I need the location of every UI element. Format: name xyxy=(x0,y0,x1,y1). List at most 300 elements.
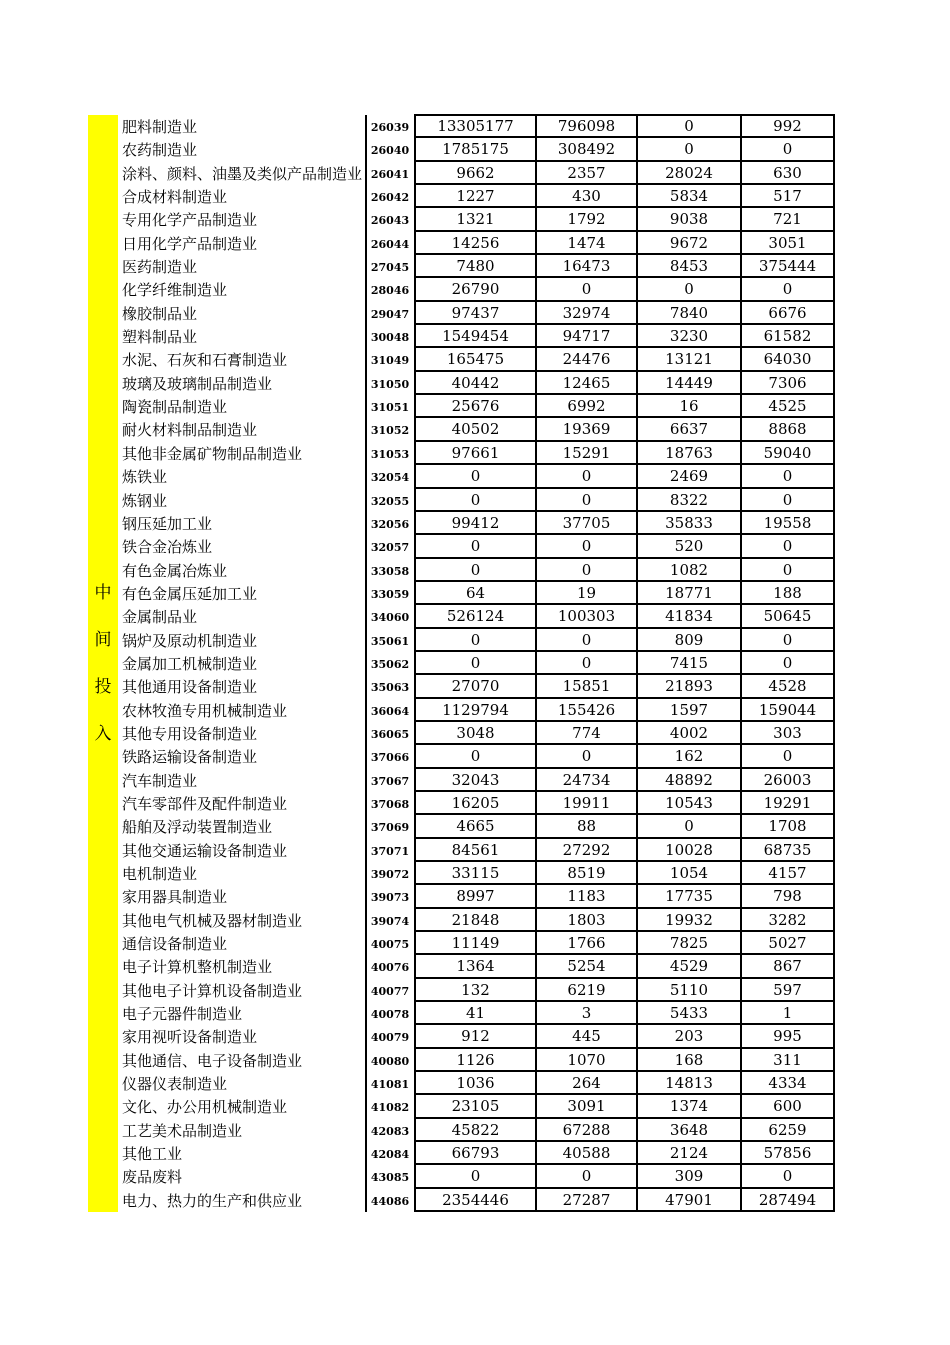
industry-name: 电机制造业 xyxy=(122,865,198,883)
value-cell: 7306 xyxy=(742,372,835,395)
value-cell: 1785175 xyxy=(414,138,537,161)
value-cell: 61582 xyxy=(742,325,835,348)
industry-code: 40079 xyxy=(370,1031,410,1045)
value-cell: 0 xyxy=(537,465,638,488)
industry-code: 33058 xyxy=(370,564,410,578)
value-cell: 630 xyxy=(742,162,835,185)
value-cell: 0 xyxy=(414,489,537,512)
industry-code: 26041 xyxy=(370,167,410,181)
value-cell: 7825 xyxy=(638,932,742,955)
value-cell: 203 xyxy=(638,1025,742,1048)
table-row xyxy=(88,559,836,582)
industry-name: 玻璃及玻璃制品制造业 xyxy=(122,374,273,393)
value-cell: 64 xyxy=(414,582,537,605)
table-row xyxy=(88,629,836,652)
value-cell: 23105 xyxy=(414,1095,537,1118)
value-cell: 21893 xyxy=(638,675,742,698)
industry-name: 其他电气机械及器材制造业 xyxy=(122,911,303,930)
value-cell: 912 xyxy=(414,1025,537,1048)
value-cell: 1803 xyxy=(537,909,638,932)
industry-name: 其他电子计算机设备制造业 xyxy=(122,981,303,1000)
table-row xyxy=(88,722,836,745)
value-cell: 445 xyxy=(537,1025,638,1048)
value-cell: 33115 xyxy=(414,862,537,885)
value-cell: 995 xyxy=(742,1025,835,1048)
table-row xyxy=(88,348,836,371)
industry-code: 30048 xyxy=(370,331,410,345)
value-cell: 0 xyxy=(638,115,742,138)
value-cell: 4157 xyxy=(742,862,835,885)
industry-name: 化学纤维制造业 xyxy=(122,281,228,300)
industry-name: 汽车制造业 xyxy=(122,771,198,790)
value-cell: 0 xyxy=(414,535,537,558)
value-cell: 0 xyxy=(742,652,835,675)
value-cell: 3091 xyxy=(537,1095,638,1118)
value-cell: 41 xyxy=(414,1002,537,1025)
value-cell: 2354446 xyxy=(414,1189,537,1212)
industry-code: 44086 xyxy=(370,1194,410,1208)
table-row xyxy=(88,955,836,978)
value-cell: 0 xyxy=(638,138,742,161)
industry-name: 其他专用设备制造业 xyxy=(122,724,258,743)
value-cell: 5433 xyxy=(638,1002,742,1025)
industry-name: 金属加工机械制造业 xyxy=(122,654,258,673)
side-label-char: 中 xyxy=(94,582,112,603)
table-row xyxy=(88,302,836,325)
value-cell: 0 xyxy=(742,535,835,558)
table-row xyxy=(88,1049,836,1072)
industry-code: 35062 xyxy=(370,657,410,671)
industry-name: 塑料制品业 xyxy=(122,328,198,347)
table-row xyxy=(88,1025,836,1048)
industry-code: 41081 xyxy=(370,1078,410,1092)
industry-code: 31050 xyxy=(370,377,410,391)
value-cell: 0 xyxy=(414,465,537,488)
value-cell: 27292 xyxy=(537,839,638,862)
industry-name: 有色金属冶炼业 xyxy=(122,561,228,580)
industry-code: 26042 xyxy=(370,191,410,205)
value-cell: 19932 xyxy=(638,909,742,932)
value-cell: 721 xyxy=(742,208,835,231)
value-cell: 0 xyxy=(537,278,638,301)
table-row xyxy=(88,115,836,138)
industry-code: 36064 xyxy=(370,704,410,718)
value-cell: 0 xyxy=(414,629,537,652)
value-cell: 14813 xyxy=(638,1072,742,1095)
value-cell: 13121 xyxy=(638,348,742,371)
value-cell: 3 xyxy=(537,1002,638,1025)
value-cell: 15291 xyxy=(537,442,638,465)
value-cell: 796098 xyxy=(537,115,638,138)
value-cell: 0 xyxy=(537,535,638,558)
table-row xyxy=(88,255,836,278)
value-cell: 0 xyxy=(414,1165,537,1188)
table-row xyxy=(88,418,836,441)
value-cell: 4525 xyxy=(742,395,835,418)
value-cell: 155426 xyxy=(537,699,638,722)
table-row xyxy=(88,489,836,512)
industry-name: 锅炉及原动机制造业 xyxy=(122,631,258,650)
value-cell: 5027 xyxy=(742,932,835,955)
value-cell: 809 xyxy=(638,629,742,652)
industry-code: 32057 xyxy=(370,541,410,555)
value-cell: 3230 xyxy=(638,325,742,348)
value-cell: 1126 xyxy=(414,1049,537,1072)
value-cell: 4002 xyxy=(638,722,742,745)
industry-name: 家用器具制造业 xyxy=(122,888,228,907)
value-cell: 9038 xyxy=(638,208,742,231)
value-cell: 159044 xyxy=(742,699,835,722)
industry-code: 40077 xyxy=(370,984,410,998)
value-cell: 66793 xyxy=(414,1142,537,1165)
table-row xyxy=(88,652,836,675)
industry-code: 26039 xyxy=(370,121,410,134)
table-row xyxy=(88,278,836,301)
value-cell: 287494 xyxy=(742,1189,835,1212)
value-cell: 19558 xyxy=(742,512,835,535)
table-rows xyxy=(88,115,836,1212)
industry-name: 废品废料 xyxy=(122,1168,183,1187)
industry-code: 31051 xyxy=(370,401,410,415)
value-cell: 1321 xyxy=(414,208,537,231)
industry-name: 涂料、颜料、油墨及类似产品制造业 xyxy=(122,164,363,183)
value-cell: 774 xyxy=(537,722,638,745)
value-cell: 99412 xyxy=(414,512,537,535)
industry-code: 31053 xyxy=(370,447,410,461)
value-cell: 1374 xyxy=(638,1095,742,1118)
value-cell: 1792 xyxy=(537,208,638,231)
table-row xyxy=(88,792,836,815)
value-cell: 16205 xyxy=(414,792,537,815)
value-cell: 303 xyxy=(742,722,835,745)
value-cell: 264 xyxy=(537,1072,638,1095)
industry-name: 合成材料制造业 xyxy=(122,188,228,207)
value-cell: 35833 xyxy=(638,512,742,535)
table-row xyxy=(88,582,836,605)
value-cell: 1549454 xyxy=(414,325,537,348)
value-cell: 600 xyxy=(742,1095,835,1118)
value-cell: 40442 xyxy=(414,372,537,395)
table-row xyxy=(88,932,836,955)
industry-code: 42084 xyxy=(370,1148,410,1162)
value-cell: 188 xyxy=(742,582,835,605)
value-cell: 12465 xyxy=(537,372,638,395)
industry-name: 其他通信、电子设备制造业 xyxy=(122,1051,303,1070)
table-row xyxy=(88,162,836,185)
value-cell: 6676 xyxy=(742,302,835,325)
industry-code: 32055 xyxy=(370,494,410,508)
value-cell: 19369 xyxy=(537,418,638,441)
industry-name: 水泥、石灰和石膏制造业 xyxy=(122,351,288,370)
table-row xyxy=(88,769,836,792)
value-cell: 430 xyxy=(537,185,638,208)
table-row xyxy=(88,699,836,722)
industry-name: 电子元器件制造业 xyxy=(122,1005,243,1024)
industry-name: 日用化学产品制造业 xyxy=(122,234,258,253)
value-cell: 8453 xyxy=(638,255,742,278)
table-row xyxy=(88,372,836,395)
industry-name: 铁路运输设备制造业 xyxy=(122,748,258,767)
value-cell: 1129794 xyxy=(414,699,537,722)
io-table-sheet xyxy=(88,115,836,1212)
value-cell: 1708 xyxy=(742,815,835,838)
value-cell: 3282 xyxy=(742,909,835,932)
value-cell: 1597 xyxy=(638,699,742,722)
value-cell: 13305177 xyxy=(414,115,537,138)
value-cell: 0 xyxy=(537,629,638,652)
value-cell: 0 xyxy=(537,1165,638,1188)
industry-code: 34060 xyxy=(370,611,410,625)
table-row xyxy=(88,909,836,932)
value-cell: 1054 xyxy=(638,862,742,885)
industry-code: 37071 xyxy=(370,844,410,858)
value-cell: 1227 xyxy=(414,185,537,208)
value-cell: 2357 xyxy=(537,162,638,185)
table-row xyxy=(88,839,836,862)
side-label-char: 间 xyxy=(94,629,112,650)
value-cell: 4665 xyxy=(414,815,537,838)
industry-code: 40078 xyxy=(370,1008,410,1022)
table-row xyxy=(88,1072,836,1095)
value-cell: 520 xyxy=(638,535,742,558)
value-cell: 6219 xyxy=(537,979,638,1002)
industry-name: 专用化学产品制造业 xyxy=(122,211,258,230)
value-cell: 88 xyxy=(537,815,638,838)
value-cell: 3048 xyxy=(414,722,537,745)
industry-code: 31049 xyxy=(370,354,410,368)
table-row xyxy=(88,885,836,908)
value-cell: 14449 xyxy=(638,372,742,395)
industry-name: 农林牧渔专用机械制造业 xyxy=(122,701,288,720)
industry-name: 其他通用设备制造业 xyxy=(122,678,258,697)
value-cell: 24734 xyxy=(537,769,638,792)
industry-code: 26043 xyxy=(370,214,410,228)
value-cell: 1766 xyxy=(537,932,638,955)
value-cell: 0 xyxy=(638,278,742,301)
value-cell: 6259 xyxy=(742,1119,835,1142)
industry-code: 27045 xyxy=(370,261,410,275)
value-cell: 10028 xyxy=(638,839,742,862)
value-cell: 132 xyxy=(414,979,537,1002)
industry-code: 33059 xyxy=(370,587,410,601)
industry-code: 32056 xyxy=(370,517,410,531)
industry-name: 通信设备制造业 xyxy=(122,935,228,954)
industry-name: 其他交通运输设备制造业 xyxy=(122,841,288,860)
value-cell: 18771 xyxy=(638,582,742,605)
industry-name: 炼钢业 xyxy=(122,491,168,510)
value-cell: 0 xyxy=(742,138,835,161)
value-cell: 3648 xyxy=(638,1119,742,1142)
value-cell: 311 xyxy=(742,1049,835,1072)
industry-name: 金属制品业 xyxy=(122,608,198,627)
value-cell: 1183 xyxy=(537,885,638,908)
value-cell: 0 xyxy=(537,489,638,512)
industry-code: 37069 xyxy=(370,821,410,835)
industry-name: 电子计算机整机制造业 xyxy=(122,958,273,977)
industry-code: 26040 xyxy=(370,144,410,158)
value-cell: 8997 xyxy=(414,885,537,908)
value-cell: 5834 xyxy=(638,185,742,208)
value-cell: 50645 xyxy=(742,605,835,628)
table-row xyxy=(88,1189,836,1212)
value-cell: 1082 xyxy=(638,559,742,582)
table-row xyxy=(88,675,836,698)
table-row xyxy=(88,185,836,208)
value-cell: 1036 xyxy=(414,1072,537,1095)
side-label-char: 入 xyxy=(94,723,112,744)
value-cell: 0 xyxy=(742,745,835,768)
value-cell: 40588 xyxy=(537,1142,638,1165)
value-cell: 41834 xyxy=(638,605,742,628)
value-cell: 0 xyxy=(414,745,537,768)
industry-name: 陶瓷制品制造业 xyxy=(122,398,228,417)
value-cell: 867 xyxy=(742,955,835,978)
value-cell: 0 xyxy=(537,559,638,582)
value-cell: 7840 xyxy=(638,302,742,325)
industry-code: 37068 xyxy=(370,797,410,811)
value-cell: 3051 xyxy=(742,232,835,255)
value-cell: 67288 xyxy=(537,1119,638,1142)
value-cell: 28024 xyxy=(638,162,742,185)
value-cell: 0 xyxy=(742,559,835,582)
value-cell: 0 xyxy=(742,629,835,652)
table-row xyxy=(88,815,836,838)
value-cell: 0 xyxy=(742,1165,835,1188)
value-cell: 165475 xyxy=(414,348,537,371)
value-cell: 10543 xyxy=(638,792,742,815)
industry-code: 39074 xyxy=(370,914,410,928)
industry-name: 电力、热力的生产和供应业 xyxy=(122,1191,303,1210)
value-cell: 8519 xyxy=(537,862,638,885)
industry-name: 文化、办公用机械制造业 xyxy=(122,1098,288,1117)
value-cell: 1 xyxy=(742,1002,835,1025)
value-cell: 4334 xyxy=(742,1072,835,1095)
value-cell: 21848 xyxy=(414,909,537,932)
table-row xyxy=(88,1002,836,1025)
value-cell: 59040 xyxy=(742,442,835,465)
value-cell: 9672 xyxy=(638,232,742,255)
value-cell: 8868 xyxy=(742,418,835,441)
value-cell: 5254 xyxy=(537,955,638,978)
value-cell: 15851 xyxy=(537,675,638,698)
industry-code: 32054 xyxy=(370,471,410,485)
table-row xyxy=(88,325,836,348)
value-cell: 309 xyxy=(638,1165,742,1188)
value-cell: 14256 xyxy=(414,232,537,255)
value-cell: 0 xyxy=(414,559,537,582)
value-cell: 94717 xyxy=(537,325,638,348)
value-cell: 64030 xyxy=(742,348,835,371)
table-row xyxy=(88,395,836,418)
table-row xyxy=(88,1142,836,1165)
value-cell: 26003 xyxy=(742,769,835,792)
value-cell: 16473 xyxy=(537,255,638,278)
industry-name: 钢压延加工业 xyxy=(122,514,213,533)
table-row xyxy=(88,745,836,768)
value-cell: 2469 xyxy=(638,465,742,488)
industry-code: 43085 xyxy=(370,1171,410,1185)
table-row xyxy=(88,979,836,1002)
industry-name: 仪器仪表制造业 xyxy=(122,1075,228,1094)
table-row xyxy=(88,535,836,558)
industry-name: 炼铁业 xyxy=(122,468,168,487)
value-cell: 992 xyxy=(742,115,835,138)
value-cell: 97661 xyxy=(414,442,537,465)
industry-code: 28046 xyxy=(370,284,410,298)
value-cell: 27070 xyxy=(414,675,537,698)
value-cell: 0 xyxy=(742,278,835,301)
industry-name: 耐火材料制品制造业 xyxy=(122,421,258,440)
table-row xyxy=(88,862,836,885)
value-cell: 27287 xyxy=(537,1189,638,1212)
table-row xyxy=(88,465,836,488)
industry-name: 汽车零部件及配件制造业 xyxy=(122,794,288,813)
industry-name: 其他工业 xyxy=(122,1145,183,1164)
industry-name: 其他非金属矿物制品制造业 xyxy=(122,444,303,463)
value-cell: 0 xyxy=(414,652,537,675)
industry-name: 家用视听设备制造业 xyxy=(122,1028,258,1047)
industry-code: 29047 xyxy=(370,307,410,321)
value-cell: 48892 xyxy=(638,769,742,792)
value-cell: 6992 xyxy=(537,395,638,418)
table-row xyxy=(88,512,836,535)
industry-code: 39072 xyxy=(370,868,410,881)
value-cell: 517 xyxy=(742,185,835,208)
value-cell: 1070 xyxy=(537,1049,638,1072)
industry-code: 41082 xyxy=(370,1101,410,1115)
value-cell: 26790 xyxy=(414,278,537,301)
table-row xyxy=(88,1119,836,1142)
industry-code: 31052 xyxy=(370,424,410,438)
industry-code: 37067 xyxy=(370,774,410,788)
value-cell: 32974 xyxy=(537,302,638,325)
value-cell: 19911 xyxy=(537,792,638,815)
value-cell: 7415 xyxy=(638,652,742,675)
industry-name: 农药制造业 xyxy=(122,141,198,160)
industry-name: 有色金属压延加工业 xyxy=(122,584,258,603)
industry-code: 40080 xyxy=(370,1054,410,1068)
value-cell: 168 xyxy=(638,1049,742,1072)
value-cell: 0 xyxy=(742,489,835,512)
value-cell: 2124 xyxy=(638,1142,742,1165)
table-row xyxy=(88,605,836,628)
value-cell: 11149 xyxy=(414,932,537,955)
value-cell: 1474 xyxy=(537,232,638,255)
table-row xyxy=(88,232,836,255)
value-cell: 4528 xyxy=(742,675,835,698)
table-row xyxy=(88,442,836,465)
industry-code: 26044 xyxy=(370,237,410,251)
value-cell: 308492 xyxy=(537,138,638,161)
industry-name: 肥料制造业 xyxy=(122,118,198,136)
value-cell: 7480 xyxy=(414,255,537,278)
value-cell: 1364 xyxy=(414,955,537,978)
industry-name: 铁合金冶炼业 xyxy=(122,538,213,557)
value-cell: 6637 xyxy=(638,418,742,441)
industry-name: 医药制造业 xyxy=(122,258,198,277)
industry-name: 橡胶制品业 xyxy=(122,304,198,323)
table-row xyxy=(88,138,836,161)
value-cell: 526124 xyxy=(414,605,537,628)
industry-code: 37066 xyxy=(370,751,410,765)
value-cell: 45822 xyxy=(414,1119,537,1142)
table-row xyxy=(88,208,836,231)
table-row xyxy=(88,1095,836,1118)
value-cell: 47901 xyxy=(638,1189,742,1212)
value-cell: 8322 xyxy=(638,489,742,512)
industry-code: 42083 xyxy=(370,1124,410,1138)
value-cell: 19 xyxy=(537,582,638,605)
